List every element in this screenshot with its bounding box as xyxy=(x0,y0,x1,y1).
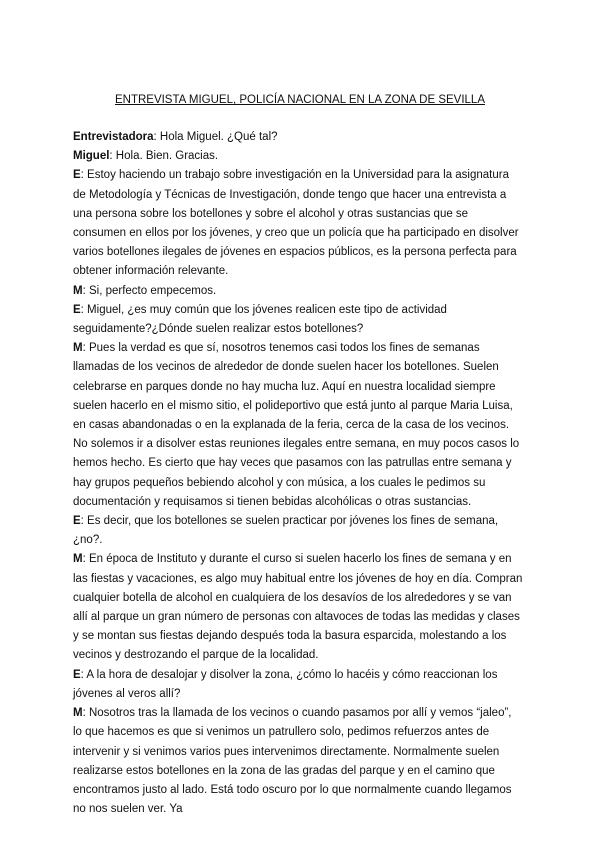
document-title: ENTREVISTA MIGUEL, POLICÍA NACIONAL EN LA ZONA DE SEVILLA xyxy=(114,94,486,106)
paragraph xyxy=(73,704,523,819)
speaker-label: M xyxy=(73,342,83,355)
paragraph xyxy=(73,128,523,147)
speaker-label: M xyxy=(73,284,83,297)
paragraph-text: : Hola Miguel. ¿Qué tal? xyxy=(153,131,278,143)
speaker-label: E xyxy=(73,303,81,316)
paragraph xyxy=(73,301,523,339)
paragraph xyxy=(73,166,523,281)
paragraph xyxy=(73,666,523,704)
speaker-label: M xyxy=(73,707,83,720)
paragraph-text: : A la hora de desalojar y disolver la zona, ¿cómo lo hacéis y cómo reaccionan los jóvenes al veros allí? xyxy=(73,668,498,700)
speaker-label: E xyxy=(73,668,81,681)
paragraph-text: : Hola. Bien. Gracias. xyxy=(109,150,219,163)
paragraph xyxy=(73,339,523,512)
paragraph-text: : Pues la verdad es que sí, nosotros tenemos casi todos los fines de semanas llamadas de los vecinos de alrededor de donde suelen hacer los botellones. Suelen celebrarse en parques donde no hay mucha luz. Aquí en nuestra localidad siempre suelen hacerlo en el mismo sitio, el polideportivo que está junto al parque Maria Luisa, en casas abandonadas o en la explanada de la feria, cerca de la casa de los vecinos. No solemos ir a disolver estas reuniones ilegales entre semana, en muy pocos casos lo hemos hecho. Es cierto que hay veces que pasamos con las patrullas entre semana y hay grupos pequeños bebiendo alcohol y con música, a los cuales le pedimos su documentación y requisamos si tienen bebidas alcohólicas o otras sustancias. xyxy=(73,342,520,508)
speaker-label: Entrevistadora xyxy=(73,131,154,143)
paragraph-text: : Si, perfecto empecemos. xyxy=(82,284,217,297)
paragraph-text: : Estoy haciendo un trabajo sobre investigación en la Universidad para la asignatura de Metodología y Técnicas de Investigación, donde tengo que hacer una entrevista a una persona sobre los botellones y sobre el alcohol y otras sustancias que se consumen en ellos por los jóvenes, y creo que un policía que ha participado en disolver varios botellones ilegales de jóvenes en espacios públicos, es la persona perfecta para obtener información relevante. xyxy=(73,169,519,278)
speaker-label: E xyxy=(73,515,81,528)
paragraph-text: : En época de Instituto y durante el curso si suelen hacerlo los fines de semana y en las fiestas y vacaciones, es algo muy habitual entre los jóvenes de hoy en día. Compran cualquier botella de alcohol en cualquiera de los desavíos de los alrededores y se van allí al parque un gran número de personas con altavoces de todas las medidas y clases y se montan sus fiestas dejando después toda la basura esparcida, molestando a los vecinos y destrozando el parque de la localidad. xyxy=(73,553,523,662)
paragraph xyxy=(73,282,523,301)
paragraph xyxy=(73,550,523,665)
paragraph-text: : Es decir, que los botellones se suelen practicar por jóvenes los fines de semana, ¿no?. xyxy=(73,515,499,547)
speaker-label: M xyxy=(73,553,83,566)
speaker-label: Miguel xyxy=(73,150,110,163)
paragraph-text: : Miguel, ¿es muy común que los jóvenes realicen este tipo de actividad seguidamente?¿Dónde suelen realizar estos botellones? xyxy=(73,303,447,336)
interview-body xyxy=(73,128,523,819)
paragraph xyxy=(73,147,523,166)
speaker-label: E xyxy=(73,169,81,182)
paragraph-text: : Nosotros tras la llamada de los vecinos o cuando pasamos por allí y vemos “jaleo”, lo que hacemos es que si venimos un patrullero solo, pedimos refuerzos antes de intervenir y si venimos varios pues intervenimos directamente. Normalmente suelen realizarse estos botellones en la zona de las gradas del parque y en el camino que encontramos justo al lado. Está todo oscuro por lo que normalmente cuando llegamos no nos suelen ver. Ya xyxy=(73,707,512,816)
paragraph xyxy=(73,512,523,550)
